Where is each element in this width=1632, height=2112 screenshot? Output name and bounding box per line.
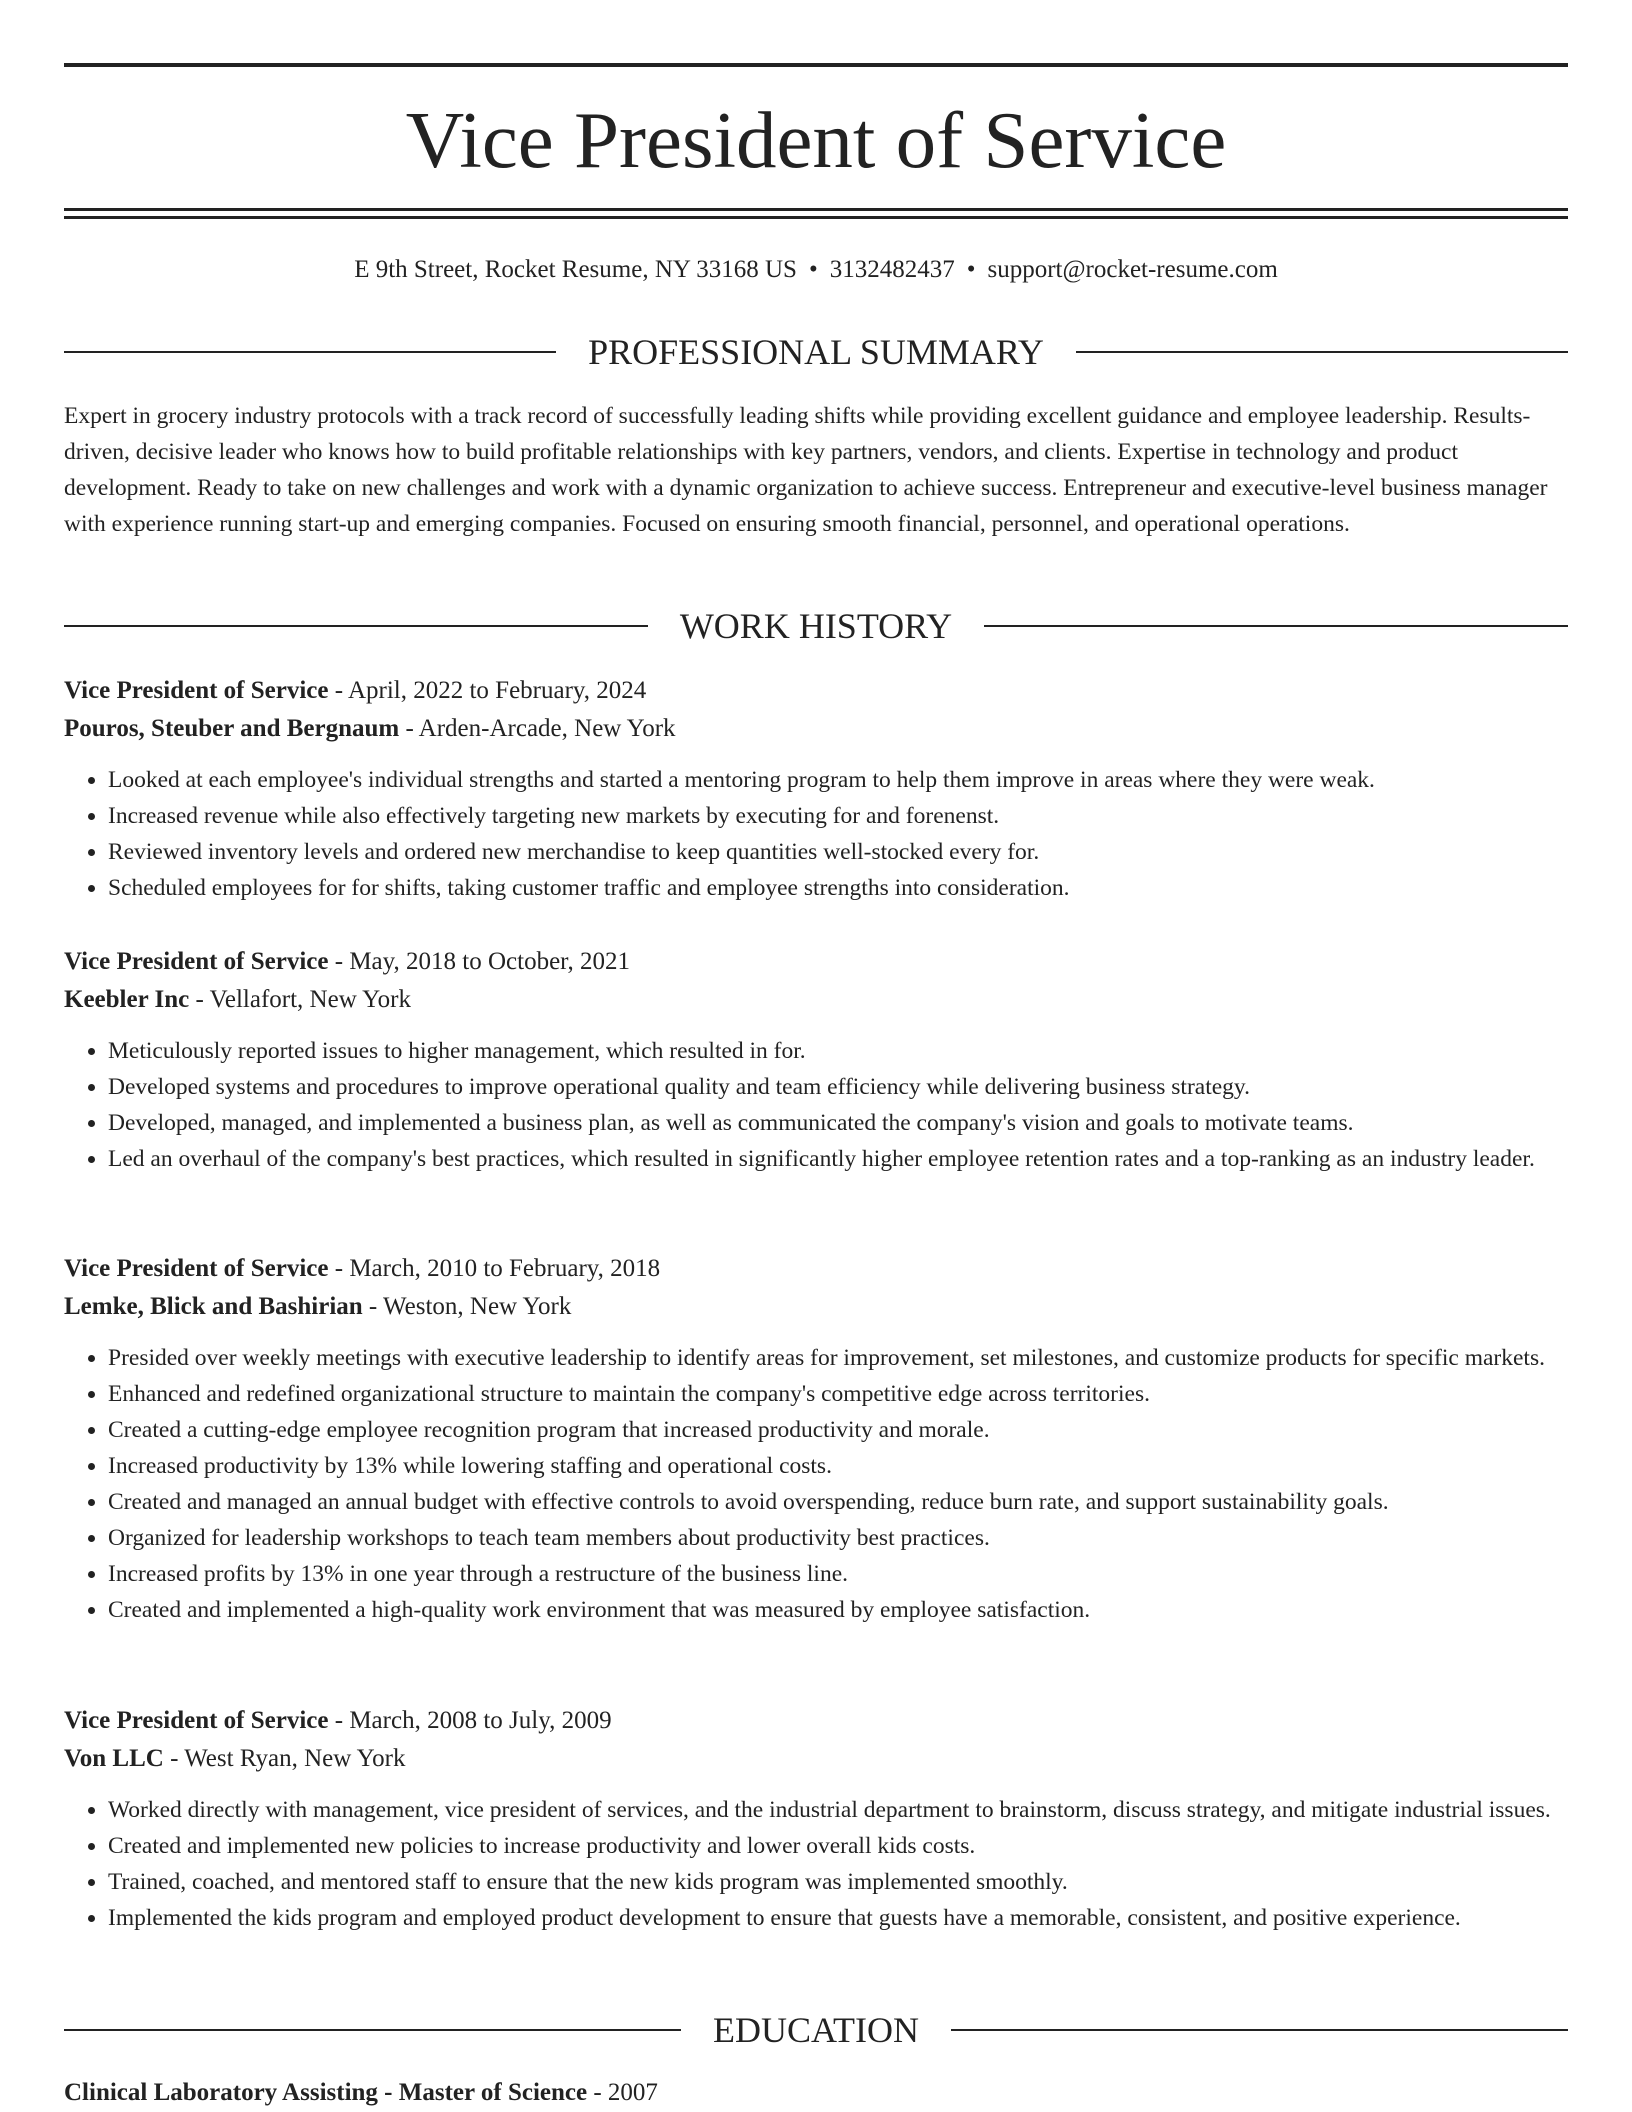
job-bullet: • Reviewed inventory levels and ordered new merchandise to keep quantities well-stocked every for. bbox=[108, 834, 1568, 870]
job-company: Pouros, Steuber and Bergnaum bbox=[64, 715, 400, 742]
job-bullets bbox=[64, 1033, 1568, 1177]
job-bullet: • Increased productivity by 13% while lowering staffing and operational costs. bbox=[108, 1448, 1568, 1484]
job-bullet: • Increased profits by 13% in one year through a restructure of the business line. bbox=[108, 1556, 1568, 1592]
job-bullet: • Scheduled employees for for shifts, taking customer traffic and employee strengths into consideration. bbox=[108, 870, 1568, 906]
job-title-line bbox=[64, 943, 1568, 981]
contact-separator: • bbox=[966, 256, 976, 283]
job-bullet: • Led an overhaul of the company's best practices, which resulted in significantly higher employee retention rates and a top-ranking as an industry leader. bbox=[108, 1141, 1568, 1177]
job-dates: - March, 2008 to July, 2009 bbox=[328, 1707, 612, 1734]
job-location: - Arden-Arcade, New York bbox=[399, 715, 676, 742]
heading-rule-left bbox=[64, 625, 648, 627]
job-title-line bbox=[64, 672, 1568, 710]
section-title: WORK HISTORY bbox=[679, 606, 953, 646]
contact-email: support@rocket-resume.com bbox=[987, 256, 1278, 283]
job-bullet: • Looked at each employee's individual strengths and started a mentoring program to help them improve in areas where they were weak. bbox=[108, 762, 1568, 798]
education-entry bbox=[64, 2074, 1568, 2112]
resume-title: Vice President of Service bbox=[405, 95, 1227, 185]
job-dates: - May, 2018 to October, 2021 bbox=[328, 948, 630, 975]
section-title: PROFESSIONAL SUMMARY bbox=[588, 332, 1044, 372]
heading-rule-left bbox=[64, 2029, 681, 2031]
job-bullets bbox=[64, 1792, 1568, 1936]
job-bullet: • Presided over weekly meetings with executive leadership to identify areas for improvement, set milestones, and customize products for specific markets. bbox=[108, 1340, 1568, 1376]
job-bullet: • Created a cutting-edge employee recognition program that increased productivity and morale. bbox=[108, 1412, 1568, 1448]
contact-line bbox=[64, 252, 1568, 288]
job-bullet: • Worked directly with management, vice president of services, and the industrial department to brainstorm, discuss strategy, and mitigate industrial issues. bbox=[108, 1792, 1568, 1828]
contact-address: E 9th Street, Rocket Resume, NY 33168 US bbox=[354, 256, 797, 283]
education-year: - 2007 bbox=[587, 2079, 658, 2106]
section-heading-summary bbox=[64, 330, 1568, 374]
job-company: Keebler Inc bbox=[64, 986, 190, 1013]
job-company: Lemke, Blick and Bashirian bbox=[64, 1293, 363, 1320]
job-bullet: • Trained, coached, and mentored staff to ensure that the new kids program was implemented smoothly. bbox=[108, 1864, 1568, 1900]
job-title: Vice President of Service bbox=[64, 677, 329, 704]
section-heading-education bbox=[64, 2008, 1568, 2052]
heading-rule-right bbox=[951, 2029, 1568, 2031]
job-bullets bbox=[64, 1340, 1568, 1628]
job-entry bbox=[64, 672, 1568, 906]
job-bullet: • Created and implemented a high-quality work environment that was measured by employee satisfaction. bbox=[108, 1592, 1568, 1628]
job-title-line bbox=[64, 1250, 1568, 1288]
top-rule bbox=[64, 63, 1568, 67]
job-bullet: • Implemented the kids program and employed product development to ensure that guests have a memorable, consistent, and positive experience. bbox=[108, 1900, 1568, 1936]
job-bullet: • Increased revenue while also effectively targeting new markets by executing for and forenenst. bbox=[108, 798, 1568, 834]
job-company-line bbox=[64, 710, 1568, 748]
job-bullet: • Created and managed an annual budget with effective controls to avoid overspending, reduce burn rate, and support sustainability goals. bbox=[108, 1484, 1568, 1520]
job-title-line bbox=[64, 1702, 1568, 1740]
title-double-rule bbox=[64, 208, 1568, 219]
job-entry bbox=[64, 1250, 1568, 1628]
job-dates: - April, 2022 to February, 2024 bbox=[328, 677, 647, 704]
contact-phone: 3132482437 bbox=[829, 256, 955, 283]
job-location: - Weston, New York bbox=[362, 1293, 572, 1320]
job-bullet: • Organized for leadership workshops to teach team members about productivity best practices. bbox=[108, 1520, 1568, 1556]
job-bullet: • Created and implemented new policies to increase productivity and lower overall kids costs. bbox=[108, 1828, 1568, 1864]
job-title: Vice President of Service bbox=[64, 1707, 329, 1734]
job-entry bbox=[64, 1702, 1568, 1936]
job-location: - West Ryan, New York bbox=[163, 1745, 406, 1772]
job-title: Vice President of Service bbox=[64, 1255, 329, 1282]
job-company-line bbox=[64, 1740, 1568, 1778]
summary-text: Expert in grocery industry protocols with a track record of successfully leading shifts while providing excellent guidance and employee leadership. Results-driven, decisive leader who knows how to build profitable relationships with key partners, vendors, and clients. Expertise in technology and product development. Ready to take on new challenges and work with a dynamic organization to achieve success. Entrepreneur and executive-level business manager with experience running start-up and emerging companies. Focused on ensuring smooth financial, personnel, and operational operations. bbox=[64, 403, 1548, 537]
job-bullet: • Developed systems and procedures to improve operational quality and team efficiency while delivering business strategy. bbox=[108, 1069, 1568, 1105]
section-heading-work-history bbox=[64, 604, 1568, 648]
heading-rule-right bbox=[984, 625, 1568, 627]
education-degree: Clinical Laboratory Assisting - Master of Science bbox=[64, 2079, 588, 2106]
job-entry bbox=[64, 943, 1568, 1177]
job-bullet: • Enhanced and redefined organizational structure to maintain the company's competitive edge across territories. bbox=[108, 1376, 1568, 1412]
section-title: EDUCATION bbox=[713, 2010, 919, 2050]
job-title: Vice President of Service bbox=[64, 948, 329, 975]
job-company: Von LLC bbox=[64, 1745, 164, 1772]
heading-rule-left bbox=[64, 351, 556, 353]
job-dates: - March, 2010 to February, 2018 bbox=[328, 1255, 661, 1282]
job-bullets bbox=[64, 762, 1568, 906]
job-bullet: • Meticulously reported issues to higher management, which resulted in for. bbox=[108, 1033, 1568, 1069]
job-company-line bbox=[64, 1288, 1568, 1326]
contact-separator: • bbox=[808, 256, 818, 283]
job-bullet: • Developed, managed, and implemented a business plan, as well as communicated the company's vision and goals to motivate teams. bbox=[108, 1105, 1568, 1141]
heading-rule-right bbox=[1076, 351, 1568, 353]
job-location: - Vellafort, New York bbox=[189, 986, 411, 1013]
job-company-line bbox=[64, 981, 1568, 1019]
